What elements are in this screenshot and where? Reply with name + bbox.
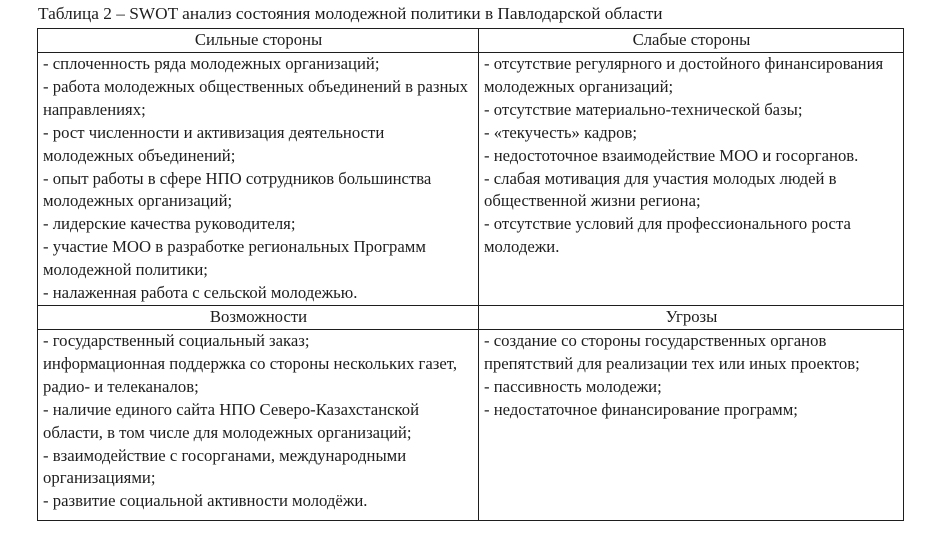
list-item: - недостаточное финансирование программ;: [484, 399, 798, 419]
threats-header: Угрозы: [479, 306, 904, 330]
list-item: - недостоточное взаимодействие МОО и госорганов.: [484, 145, 859, 165]
list-item: - пассивность молодежи;: [484, 376, 662, 396]
list-item: - развитие социальной активности молодёжи.: [43, 491, 368, 511]
list-item: - опыт работы в сфере НПО сотрудников большинства молодежных организаций;: [43, 168, 432, 211]
opportunities-cell: [38, 330, 479, 521]
weaknesses-cell: [479, 53, 904, 306]
list-item: - работа молодежных общественных объединений в разных направлениях;: [43, 76, 468, 119]
list-item: - «текучесть» кадров;: [484, 122, 637, 142]
strengths-cell: [38, 53, 479, 306]
table-caption: Таблица 2 – SWOT анализ состояния молодежной политики в Павлодарской области: [38, 4, 663, 23]
list-item: - государственный социальный заказ;: [43, 331, 310, 350]
header-row-bottom: [38, 306, 904, 330]
list-item: - участие МОО в разработке региональных Программ молодежной политики;: [43, 237, 426, 280]
list-item: - наличие единого сайта НПО Северо-Казахстанской области, в том числе для молодежных организаций;: [43, 399, 420, 442]
list-item: - налаженная работа с сельской молодежью.: [43, 283, 358, 303]
list-item: - взаимодействие с госорганами, международными организациями;: [43, 445, 407, 488]
list-item: - отсутствие материально-технической базы;: [484, 99, 803, 119]
list-item: информационная поддержка со стороны нескольких газет, радио- и телеканалов;: [43, 353, 458, 396]
list-item: - лидерские качества руководителя;: [43, 214, 296, 234]
list-item: - отсутствие регулярного и достойного финансирования молодежных организаций;: [484, 54, 884, 96]
list-item: - создание со стороны государственных органов препятствий для реализации тех или иных проектов;: [484, 331, 860, 373]
weaknesses-header: Слабые стороны: [479, 29, 904, 53]
list-item: - слабая мотивация для участия молодых людей в общественной жизни региона;: [484, 168, 837, 211]
opportunities-header: Возможности: [38, 306, 479, 330]
threats-cell: [479, 330, 904, 521]
body-row-bottom: [38, 330, 904, 521]
header-row-top: [38, 29, 904, 53]
strengths-header: Сильные стороны: [38, 29, 479, 53]
body-row-top: [38, 53, 904, 306]
list-item: - отсутствие условий для профессионального роста молодежи.: [484, 214, 851, 257]
list-item: - сплоченность ряда молодежных организаций;: [43, 54, 380, 73]
swot-table: [37, 28, 904, 521]
list-item: - рост численности и активизация деятельности молодежных объединений;: [43, 122, 385, 165]
